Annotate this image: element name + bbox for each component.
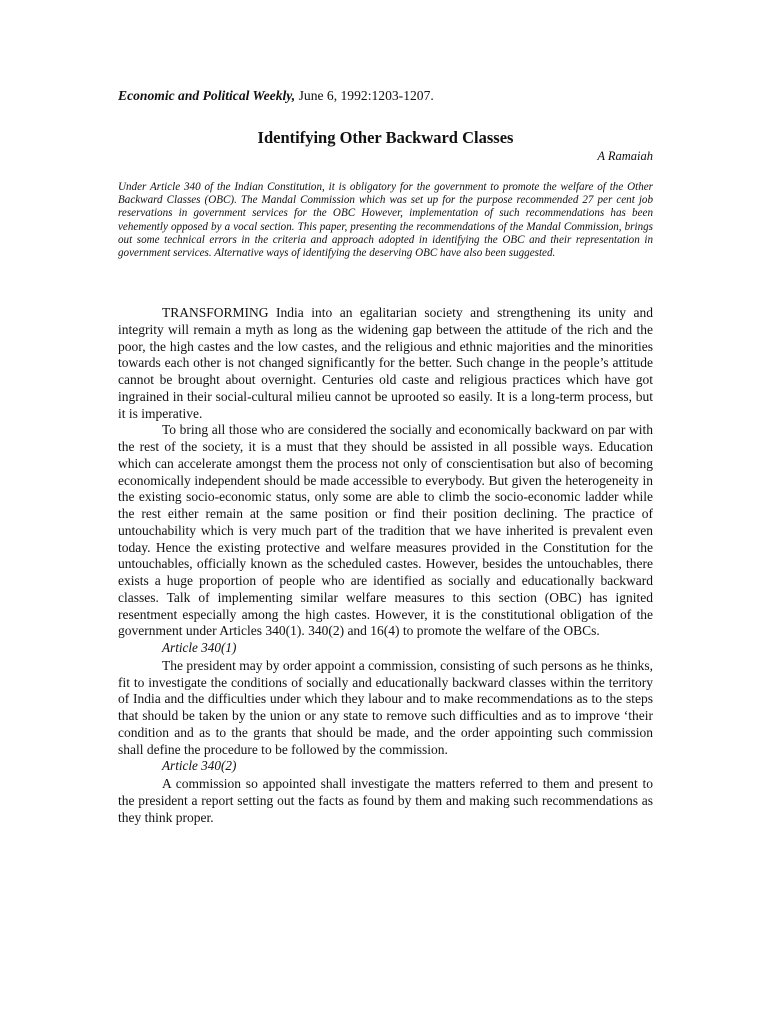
section-heading: Article 340(2) bbox=[162, 758, 237, 774]
abstract: Under Article 340 of the Indian Constitution, it is obligatory for the government to promote the welfare of the Other Backward Classes (OBC). The Mandal Commission which was set up for the purpose recommended 27 per cent job reservations in government services for the OBC However, implementation of such recommendations has been vehemently opposed by a vocal section. This paper, presenting the recommendations of the Mandal Commission, brings out some technical errors in the criteria and approach adopted in identifying the OBC and their representation in government services. Alternative ways of identifying the deserving OBC have also been suggested. bbox=[118, 181, 653, 260]
journal-name: Economic and Political Weekly, bbox=[118, 88, 296, 103]
section-paragraph: A commission so appointed shall investigate the matters referred to them and present to the president a report setting out the facts as found by them and making such recommendations as they think proper. bbox=[118, 776, 653, 825]
body-text bbox=[118, 305, 653, 826]
citation-line bbox=[118, 88, 434, 104]
author-name: A Ramaiah bbox=[597, 149, 653, 163]
body-paragraph: TRANSFORMING India into an egalitarian society and strengthening its unity and integrity will remain a myth as long as the widening gap between the attitude of the rich and the poor, the high castes and the low castes, and the religious and ethnic majorities and the minorities towards each other is not changed significantly for the better. Such change in the people’s attitude cannot be brought about overnight. Centuries old caste and religious practices which have got ingrained in their social-cultural milieu cannot be uprooted so easily. It is a long-term process, but it is imperative. bbox=[118, 305, 653, 421]
body-paragraph: To bring all those who are considered the socially and economically backward on par with the rest of the society, it is a must that they should be assisted in all possible ways. Education which can accelerate amongst them the process not only of conscientisation but also of becoming economically independent should be made accessible to everybody. But given the heterogeneity in the existing socio-economic status, only some are able to climb the socio-economic ladder while the rest either remain at the same position or find their position declining. The practice of untouchability which is very much part of the tradition that we have inherited is prevalent even today. Hence the existing protective and welfare measures provided in the Constitution for the untouchables, officially known as the scheduled castes. However, besides the untouchables, there exists a huge proportion of people who are identified as socially and educationally backward classes. Talk of implementing similar welfare measures to this section (OBC) has ignited resentment especially among the high castes. However, it is the constitutional obligation of the government under Articles 340(1). 340(2) and 16(4) to promote the welfare of the OBCs. bbox=[118, 422, 653, 639]
section-paragraph: The president may by order appoint a commission, consisting of such persons as he thinks, fit to investigate the conditions of socially and educationally backward classes within the territory of India and the difficulties under which they labour and to make recommendations as to the steps that should be taken by the union or any state to remove such difficulties and as to improve ‘their condition and as to the grants that should be made, and the order appointing such commission shall define the procedure to be followed by the commission. bbox=[118, 657, 653, 757]
section-heading: Article 340(1) bbox=[162, 640, 237, 655]
paper-title: Identifying Other Backward Classes bbox=[257, 128, 514, 147]
citation-details: June 6, 1992:1203-1207. bbox=[295, 88, 434, 103]
